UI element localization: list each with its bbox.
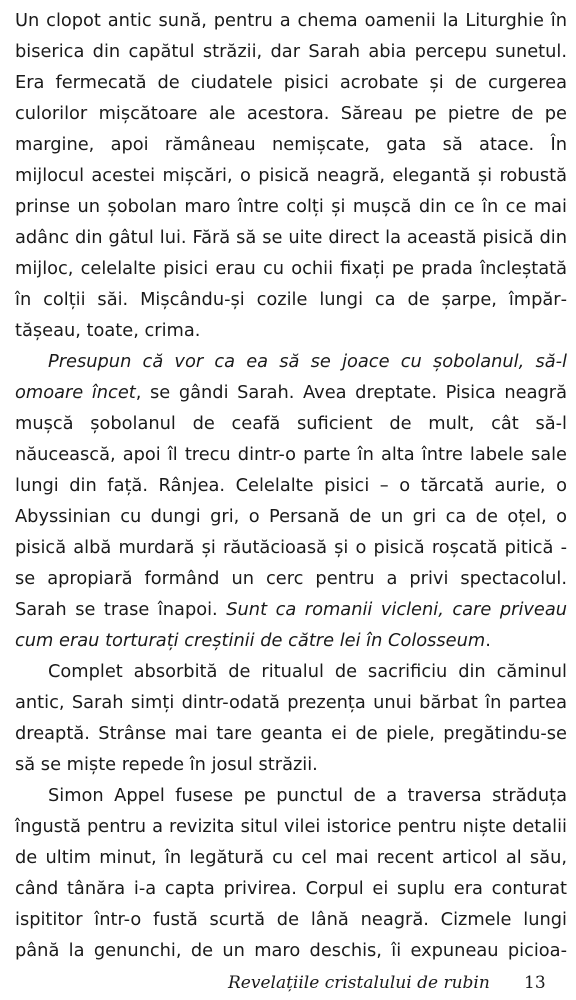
- running-title: Revelațiile cristalului de rubin: [228, 973, 490, 993]
- paragraph-1-text: Un clopot antic sună, pentru a chema oamenii la Liturghie în biserica din capătul străzii, dar Sarah abia percepu sunetul. Era fermecată de ciudatele pisici acrobate și de curgerea culorilor mișcătoare ale acestora. Săreau pe pietre de pe margine, apoi rămâneau nemișcate, gata să atace. În mijlocul acestei mișcări, o pisică neagră, elegantă și robustă prinse un șobolan maro între colți și mușcă din ce în ce mai adânc din gâtul lui. Fără să se uite direct la această pisică din mijloc, celelalte pisici erau cu ochii fixați pe prada încleștată în colții săi. Mișcându-și cozile lungi ca de șarpe, împărtășeau, toate, crima.: [15, 10, 567, 341]
- paragraph-2-text: , se gândi Sarah. Avea dreptate. Pisica neagră mușcă șobolanul de ceafă suficient de mult, cât să-l năucească, apoi îl trecu dintr-o parte în alta între labele sale lungi din față. Rânjea. Celelalte pisici – o tărcată aurie, o Abyssinian cu dungi gri, o Persană de un gri ca de oțel, o pisică albă murdară și răutăcioasă și o pisică roșcată pitică - se apropiară formând un cerc pentru a privi spectacolul. Sarah se trase înapoi.: [15, 382, 567, 620]
- page-body: [15, 5, 567, 966]
- page-number: 13: [524, 973, 546, 993]
- paragraph-2-end: .: [485, 630, 491, 651]
- page-footer: [0, 972, 576, 996]
- paragraph-2-italic-thought: Presupun că vor ca ea să se joace cu șobolanul, să-l omoare încet: [15, 351, 567, 403]
- paragraph-3: [15, 656, 567, 780]
- paragraph-2: [15, 346, 567, 656]
- paragraph-4-text: Simon Appel fusese pe punctul de a traversa străduța îngustă pentru a revizita situl vilei istorice pentru niște detalii de ultim minut, în legătură cu cel mai recent articol al său, când tânăra i-a capta privirea. Corpul ei suplu era conturat ispititor într-o fustă scurtă de lână neagră. Cizmele lungi până la genunchi, de un maro deschis, îi expuneau picioa-: [15, 785, 567, 961]
- paragraph-1: [15, 5, 567, 346]
- paragraph-3-text: Complet absorbită de ritualul de sacrificiu din căminul antic, Sarah simți dintr-odată prezența unui bărbat în partea dreaptă. Strânse mai tare geanta ei de piele, pregătindu-se să se miște repede în josul străzii.: [15, 661, 567, 775]
- paragraph-4: [15, 780, 567, 966]
- paragraph-2-italic-thought-2: Sunt ca romanii vicleni, care priveau cum erau torturați creștinii de către lei în Colosseum: [15, 599, 568, 651]
